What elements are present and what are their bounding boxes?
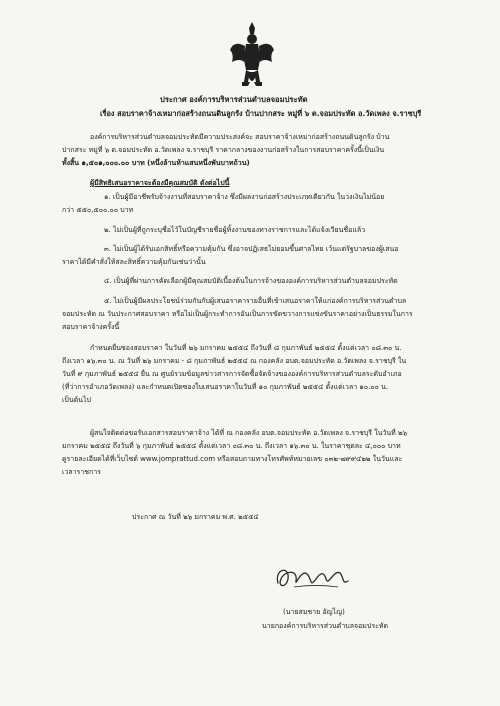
signer-name: (นายสมชาย อัญไญ) [283, 608, 345, 616]
qualifications-heading: ผู้มีสิทธิเสนอราคาจะต้องมีคุณสมบัติ ดังต่อไปนี้ [90, 179, 230, 187]
documents-info-line: มกราคม ๒๕๕๔ ถึงวันที่ ๖ กุมภาพันธ์ ๒๕๕๔ ตั้งแต่เวลา ๐๘.๓๐ น. ถึงเวลา ๑๖.๓๐ น. ในราคาชุดละ ๔,๐๐๐ บาท [62, 442, 401, 450]
intro-line: องค์การบริหารส่วนตำบลจอมประทัดมีความประสงค์จะ สอบราคาจ้างเหมาก่อสร้างถนนดินลูกรัง บ้าน [90, 133, 390, 141]
announcement-subject: เรื่อง สอบราคาจ้างเหมาก่อสร้างถนนดินลูกรัง บ้านปากสระ หมู่ที่ ๖ ต.จอมประทัด อ.วัดเพลง จ.ราชบุรี [100, 109, 422, 118]
schedule-line: ถึงเวลา ๑๖.๓๐ น. ณ วันที่ ๒๖ มกราคม - ๘ กุมภาพันธ์ ๒๕๕๔ ณ กองคลัง อบต.จอมประทัด อ.วัดเพลง จ.ราชบุรี ใน [62, 357, 407, 365]
schedule-line: กำหนดยื่นซองสอบราคา ในวันที่ ๒๖ มกราคม ๒๕๕๔ ถึงวันที่ ๘ กุมภาพันธ์ ๒๕๕๔ ตั้งแต่เวลา ๐๘.๓๐ น. [90, 344, 402, 352]
qualification-item: ๕. ไม่เป็นผู้มีผลประโยชน์ร่วมกันกับผู้เสนอราคารายอื่นที่เข้าเสนอราคาให้แก่องค์การบริหารส่วนตำบล [104, 297, 407, 305]
qualification-item-cont: จอมประทัด ณ วันประกาศสอบราคา หรือไม่เป็นผู้กระทำการอันเป็นการขัดขวางการแข่งขันราคาอย่างเป็นธรรมในการ [62, 310, 413, 318]
handwritten-signature [268, 557, 352, 597]
qualification-item-cont: กว่า ๕๕๐,๕๐๐.๐๐ บาท [62, 206, 134, 214]
qualification-item: ๓. ไม่เป็นผู้ได้รับเอกสิทธิ์หรือความคุ้มกัน ซึ่งอาจปฏิเสธไม่ยอมขึ้นศาลไทย เว้นแต่รัฐบาลของผู้เสนอ [104, 245, 399, 253]
announcement-title: ประกาศ องค์การบริหารส่วนตำบลจอมประทัด [160, 95, 308, 104]
qualification-item: ๒. ไม่เป็นผู้ที่ถูกระบุชื่อไว้ในบัญชีรายชื่อผู้ทิ้งงานของทางราชการและได้แจ้งเวียนชื่อแล้ว [104, 226, 366, 234]
announcement-date: ประกาศ ณ วันที่ ๒๖ มกราคม พ.ศ. ๒๕๕๔ [132, 513, 259, 521]
documents-info-line: ผู้สนใจติดต่อขอรับเอกสารสอบราคาจ้าง ได้ที่ ณ กองคลัง อบต.จอมประทัด อ.วัดเพลง จ.ราชบุรี ในวันที่ ๒๖ [90, 429, 408, 437]
schedule-line: วันที่ ๙ กุมภาพันธ์ ๒๕๕๔ ยื่น ณ ศูนย์รวมข้อมูลข่าวสารการจัดซื้อจัดจ้างขององค์การบริหารส่วนตำบลระดับอำเภอ [62, 370, 402, 378]
documents-info-line: เวลาราชการ [62, 468, 101, 476]
signer-position: นายกองค์การบริหารส่วนตำบลจอมประทัด [262, 622, 389, 630]
qualification-item: ๑. เป็นผู้มีอาชีพรับจ้างงานที่สอบราคาจ้าง ซึ่งมีผลงานก่อสร้างประเภทเดียวกัน ในวงเงินไม่น้อย [104, 193, 385, 201]
documents-info-line: ดูรายละเอียดได้ที่เว็บไซต์ www.jomprattud.com หรือสอบถามทางโทรศัพท์หมายเลข ๐๓๒-๗๙๙๔๒๒ ในวันและ [62, 455, 403, 463]
qualification-item-cont: ราคาได้มีคำสั่งให้สละสิทธิ์ความคุ้มกันเช่นว่านั้น [62, 258, 206, 266]
garuda-emblem [228, 20, 276, 92]
qualification-item: ๔. เป็นผู้ที่ผ่านการคัดเลือกผู้มีคุณสมบัติเบื้องต้นในการจ้างขององค์การบริหารส่วนตำบลจอมประทัด [104, 277, 398, 285]
intro-line: ปากสระ หมู่ที่ ๖ ต.จอมประทัด อ.วัดเพลง จ.ราชบุรี ราคากลางของงานก่อสร้างในการสอบราคาครั้งนี้เป็นเงิน [62, 146, 385, 154]
schedule-line: (ที่ว่าการอำเภอวัดเพลง) และกำหนดเปิดซองใบเสนอราคาในวันที่ ๑๐ กุมภาพันธ์ ๒๕๕๔ ตั้งแต่เวลา ๑๐.๐๐ น. [62, 383, 389, 391]
schedule-line: เป็นต้นไป [62, 396, 91, 404]
intro-line-budget: ทั้งสิ้น ๑,๕๐๑,๐๐๐.๐๐ บาท (หนึ่งล้านห้าแสนหนึ่งพันบาทถ้วน) [62, 159, 250, 167]
qualification-item-cont: สอบราคาจ้างครั้งนี้ [62, 323, 120, 331]
